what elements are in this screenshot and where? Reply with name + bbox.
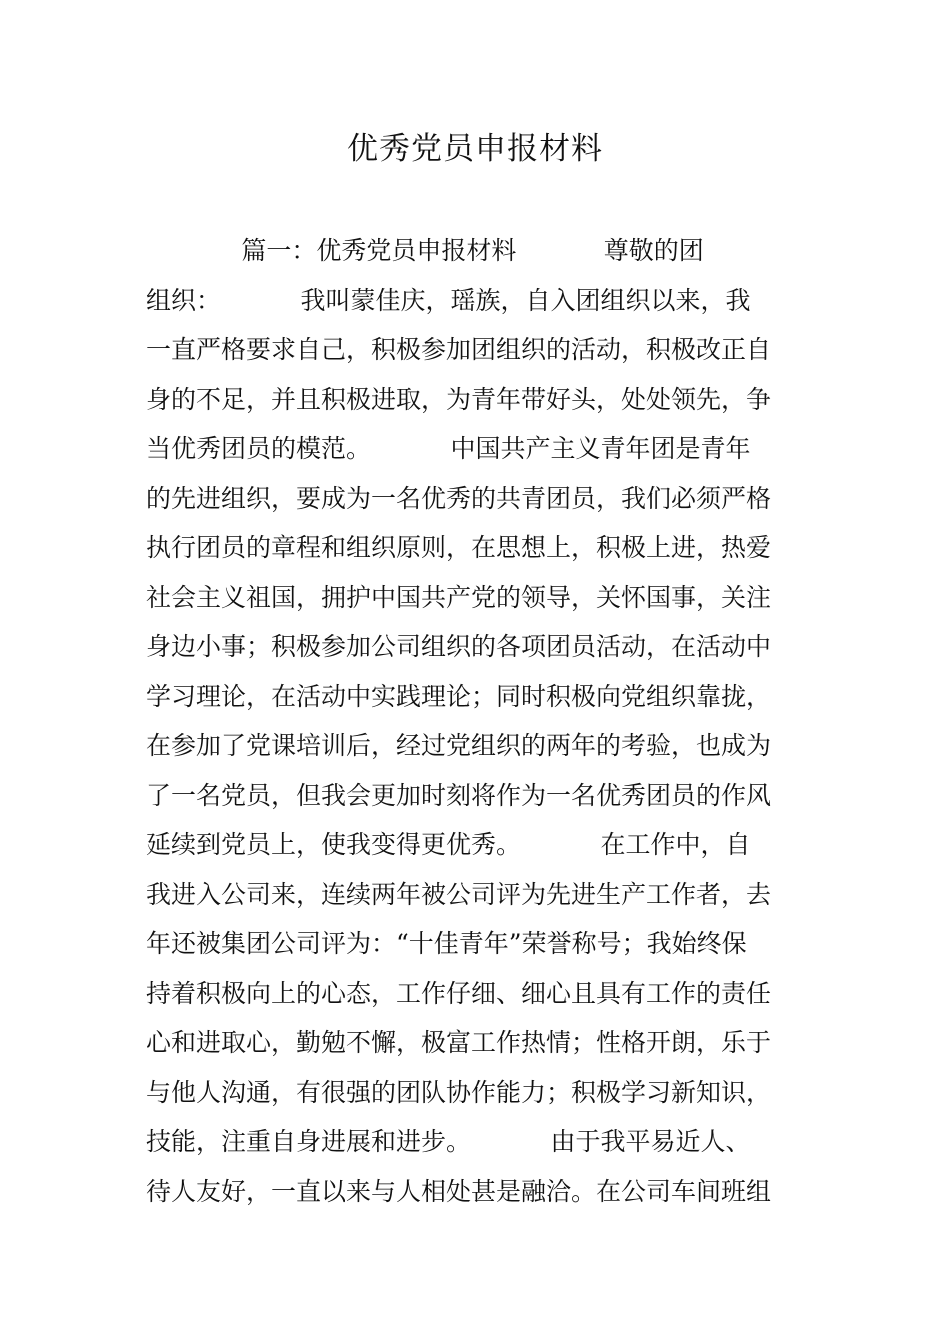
body-line: 学习理论，在活动中实践理论；同时积极向党组织靠拢， [146,681,772,711]
document-title: 优秀党员申报材料 [347,131,603,167]
body-line: 与他人沟通，有很强的团队协作能力；积极学习新知识， [146,1077,772,1107]
body-line: 延续到党员上，使我变得更优秀。 在工作中，自 [146,830,751,859]
body-line: 社会主义祖国，拥护中国共产党的领导，关怀国事，关注 [146,582,772,612]
body-line: 身边小事；积极参加公司组织的各项团员活动，在活动中 [146,632,772,661]
document-body [146,226,806,1216]
body-line: 我进入公司来，连续两年被公司评为先进生产工作者，去 [146,879,772,909]
body-line: 在参加了党课培训后，经过党组织的两年的考验，也成为 [146,731,772,760]
body-line: 组织： 我叫蒙佳庆，瑶族，自入团组织以来，我 [146,285,751,315]
body-line: 当优秀团员的模范。 中国共产主义青年团是青年 [146,434,751,463]
body-line: 待人友好，一直以来与人相处甚是融洽。在公司车间班组 [146,1176,772,1206]
body-line: 了一名党员，但我会更加时刻将作为一名优秀团员的作风 [146,780,772,810]
body-line: 年还被集团公司评为：“十佳青年”荣誉称号；我始终保 [146,929,747,958]
body-line: 技能，注重自身进展和进步。 由于我平易近人、 [146,1127,751,1156]
body-line: 身的不足，并且积极进取，为青年带好头，处处领先，争 [146,384,772,414]
body-line: 一直严格要求自己，积极参加团组织的活动，积极改正自 [146,335,772,364]
body-line: 执行团员的章程和组织原则，在思想上，积极上进，热爱 [146,533,772,562]
body-line: 持着积极向上的心态，工作仔细、细心且具有工作的责任 [146,978,772,1008]
body-line: 心和进取心，勤勉不懈，极富工作热情；性格开朗，乐于 [146,1028,772,1057]
body-line: 的先进组织，要成为一名优秀的共青团员，我们必须严格 [146,483,772,513]
body-line: 篇一：优秀党员申报材料 尊敬的团 [146,236,704,265]
